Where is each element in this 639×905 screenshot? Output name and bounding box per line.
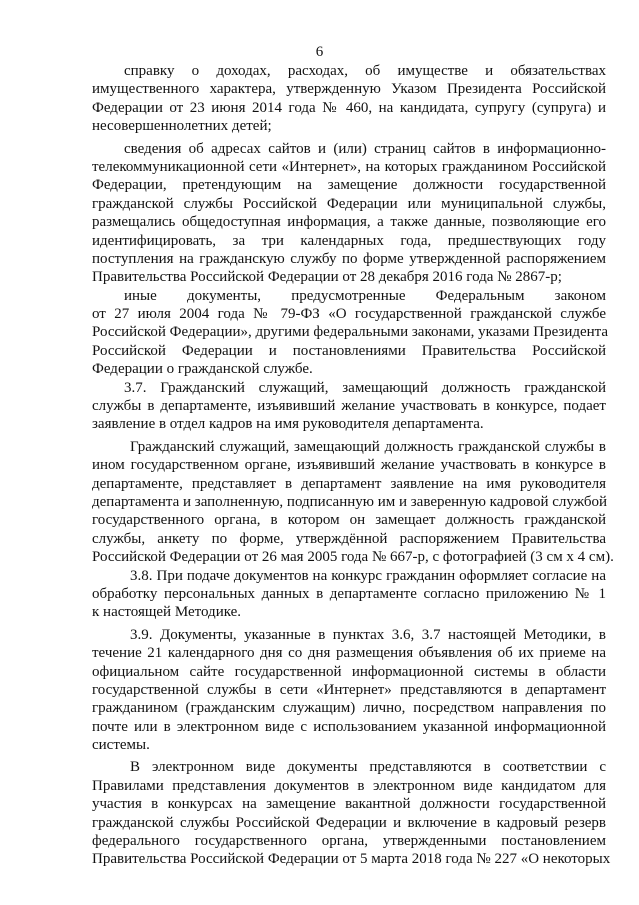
text-line: участия в конкурсах на замещение вакантной должности государственной bbox=[92, 796, 606, 813]
text-line: В электронном виде документы представляются в соответствии с bbox=[130, 759, 606, 776]
paragraph-3-7 bbox=[92, 379, 606, 434]
text-line: государственного органа, в котором он замещает должность гражданской bbox=[92, 512, 606, 529]
text-line: государственной службы в сети «Интернет» представляются в департамент bbox=[92, 681, 606, 698]
text-line: 3.9. Документы, указанные в пунктах 3.6, 3.7 настоящей Методики, в bbox=[130, 626, 606, 643]
document-body bbox=[92, 62, 614, 869]
text-line: Гражданский служащий, замещающий должность гражданской службы в bbox=[130, 438, 606, 455]
text-line: Правилами представления документов в электронном виде кандидатом для bbox=[92, 777, 606, 794]
paragraph-electronic-submission bbox=[92, 758, 611, 868]
text-line: 3.7. Гражданский служащий, замещающий должность гражданской bbox=[124, 379, 606, 396]
text-line: Российской Федерации и постановлениями Правительства Российской bbox=[92, 342, 606, 359]
text-line: почте или в электронном виде с использованием указанной информационной bbox=[92, 718, 606, 735]
text-line: размещались общедоступная информация, а также данные, позволяющие его bbox=[92, 214, 606, 231]
text-line: гражданином (гражданским служащим) лично, посредством направления по bbox=[92, 700, 606, 717]
text-line: Федерации о гражданской службе. bbox=[92, 361, 313, 378]
text-line: Российской Федерации», другими федеральными законами, указами Президента bbox=[92, 324, 609, 341]
text-line: течение 21 календарного дня со дня размещения объявления об их приеме на bbox=[92, 645, 606, 662]
text-line: официальном сайте государственной информационной системы в области bbox=[92, 663, 606, 680]
paragraph-income-certificate bbox=[92, 62, 606, 136]
text-line: департаменте, представляет в департамент заявление на имя руководителя bbox=[92, 475, 606, 492]
text-line: федерального государственного органа, утвержденными постановлением bbox=[92, 833, 606, 850]
text-line: службы в департаменте, изъявивший желание участвовать в конкурсе, подает bbox=[92, 398, 606, 415]
text-line: идентифицировать, за три календарных года, предшествующих году bbox=[92, 232, 606, 249]
text-line: Российской Федерации от 26 мая 2005 года № 667-р, с фотографией (3 см х 4 см). bbox=[92, 549, 614, 566]
text-line: службы, анкету по форме, утверждённой распоряжением Правительства bbox=[92, 530, 606, 547]
text-line: сведения об адресах сайтов и (или) страниц сайтов в информационно- bbox=[124, 140, 606, 157]
text-line: заявление в отдел кадров на имя руководителя департамента. bbox=[92, 416, 484, 433]
paragraph-other-documents bbox=[92, 287, 609, 379]
text-line: 3.8. При подаче документов на конкурс гражданин оформляет согласие на bbox=[130, 567, 606, 584]
text-line: Правительства Российской Федерации от 5 марта 2018 года № 227 «О некоторых bbox=[92, 851, 611, 868]
text-line: гражданской службы Российской Федерации и включение в кадровый резерв bbox=[92, 814, 606, 831]
paragraph-other-body-employee bbox=[92, 438, 614, 567]
text-line: департамента и заполненную, подписанную им и заверенную кадровой службой bbox=[92, 493, 608, 510]
paragraph-3-9 bbox=[92, 626, 606, 755]
text-line: справку о доходах, расходах, об имуществе и обязательствах bbox=[124, 63, 606, 79]
text-line: несовершеннолетних детей; bbox=[92, 118, 272, 135]
text-line: поступления на гражданскую службу по форме утвержденной распоряжением bbox=[92, 250, 606, 267]
paragraph-website-info bbox=[92, 140, 606, 287]
text-line: телекоммуникационной сети «Интернет», на которых гражданином Российской bbox=[92, 158, 606, 175]
text-line: системы. bbox=[92, 737, 150, 754]
text-line: Федерации от 23 июня 2014 года № 460, на кандидата, супругу (супруга) и bbox=[92, 99, 606, 116]
text-line: Федерации, претендующим на замещение должности государственной bbox=[92, 177, 606, 194]
text-line: ином государственном органе, изъявивший желание участвовать в конкурсе в bbox=[92, 457, 606, 474]
text-line: иные документы, предусмотренные Федеральным законом bbox=[124, 287, 606, 304]
text-line: от 27 июля 2004 года № 79-ФЗ «О государственной гражданской службе bbox=[92, 306, 606, 323]
page-number: 6 bbox=[315, 44, 324, 60]
text-line: гражданской службы Российской Федерации или муниципальной службы, bbox=[92, 195, 606, 212]
text-line: обработку персональных данных в департаменте согласно приложению № 1 bbox=[92, 585, 606, 602]
paragraph-3-8 bbox=[92, 567, 606, 622]
text-line: Правительства Российской Федерации от 28 декабря 2016 года № 2867-р; bbox=[92, 269, 562, 286]
text-line: имущественного характера, утвержденную Указом Президента Российской bbox=[92, 81, 606, 98]
text-line: к настоящей Методике. bbox=[92, 604, 242, 621]
